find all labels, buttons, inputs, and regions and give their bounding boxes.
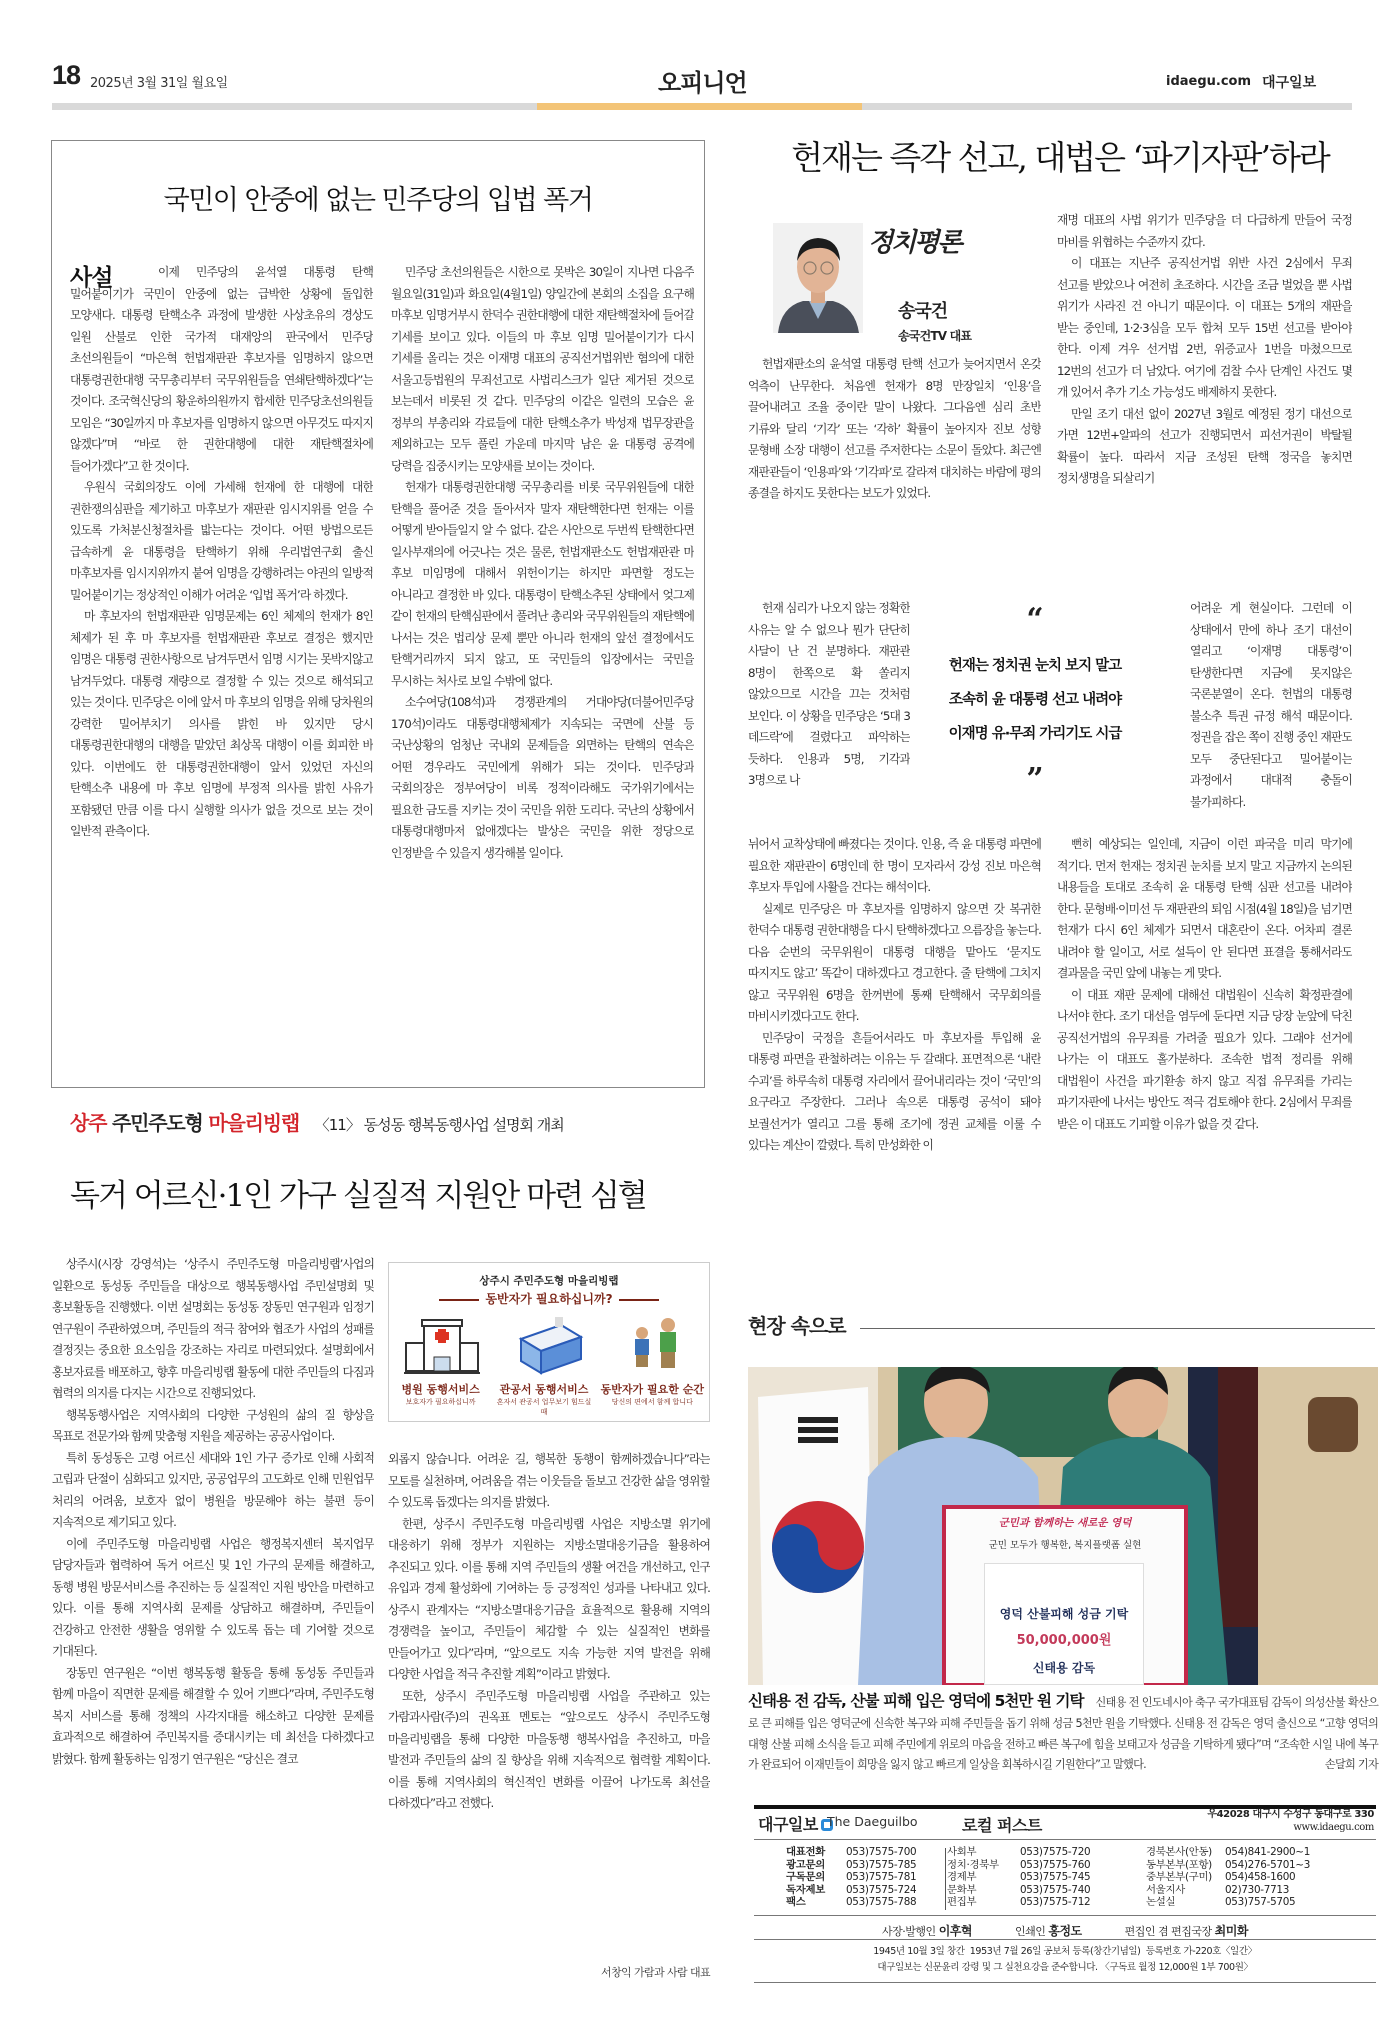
contact-value: 053)7575-740 <box>1020 1883 1091 1896</box>
pull-quote-line: 헌재는 정치권 눈치 보지 말고 <box>948 658 1122 674</box>
contact-value: 053)7575-760 <box>1020 1858 1091 1871</box>
paragraph: 어려운 게 현실이다. 그런데 이 상태에서 만에 하나 조기 대선이 열리고 ‘이재명 대통령’이 탄생한다면 지금에 못지않은 국론분열이 온다. 헌법의 대통령 불소추 특권 규정 해석 때문이다. 정권을 잡은 쪽이 진행 중인 재판도 모두 중단된다고 밀어붙이는 과정에서 대대적 충돌이 불가피하다. <box>1190 601 1352 809</box>
paragraph: 헌재 심리가 나오지 않는 정확한 사유는 알 수 없으나 뭔가 단단히 사달이 난 건 분명하다. 재판관 8명이 한쪽으로 확 쏠리지 않았으므로 시간을 끄는 것처럼 보인다. 이 상황을 민주당은 ‘5대 3 데드락’에 걸렸다고 파악하는 듯하다. 인용과 5명, 기각과 3명으로 나 <box>748 601 910 787</box>
author-name: 송국건 <box>898 301 948 322</box>
editorial-title: 국민이 안중에 없는 민주당의 입법 폭거 <box>163 185 593 216</box>
pull-quote <box>920 602 1150 797</box>
contact-value: 054)458-1600 <box>1225 1871 1296 1884</box>
paragraph: 실제로 민주당은 마 후보자를 임명하지 않으면 갓 복귀한 한덕수 대통령 권한대행을 다시 탄핵하겠다고 으름장을 놓는다. 다음 순번의 국무위원이 대통령 대행을 맡아도 ‘묻지도 따지지도 않고’ 똑같이 대하겠다고 경고한다. 줄 탄핵에 그치지 않고 국무위원 6명을 한꺼번에 통째 탄핵해서 국무회의를 마비시키겠다고도 한다. <box>748 901 1041 1023</box>
paragraph: 상주시(시장 강영석)는 ‘상주시 주민주도형 마을리빙랩’사업의 일환으로 동성동 주민들을 대상으로 행복동행사업 주민설명회 및 홍보활동을 진행했다. 이번 설명회는 동성동 장동민 연구원과 임정기 연구원이 주관하였으며, 주민들의 적극 참여와 협조가 사업의 성패를 결정짓는 중요한 요소임을 강조하는 자리로 마련되었다. 설명회에서 홍보자료를 배포하고, 향후 마을리빙랩 활동에 대한 주민들의 다짐과 협력의 의지를 다지는 시간으로 진행되었다. <box>52 1257 374 1400</box>
infographic-title: 상주시 주민주도형 마을리빙랩 <box>479 1275 619 1287</box>
contact-label: 서울지사 <box>1146 1883 1185 1896</box>
paragraph: 이 대표 재판 문제에 대해선 대법원이 신속히 확정판결에 나서야 한다. 조기 대선을 염두에 둔다면 지금 당장 눈앞에 닥친 공직선거법의 유무죄를 가려줄 필요가 있다. 그래야 선거에 나가는 이 대표도 홀가분하다. 조속한 법적 정리를 위해 대법원이 사건을 파기환송 하지 않고 직접 유무죄를 가리는 파기자판에 나서는 방안도 적극 검토해야 한다. 2심에서 무죄를 받은 이 대표도 기피할 이유가 없을 것 같다. <box>1057 987 1352 1131</box>
scene-section-rule <box>860 1328 1375 1329</box>
contact-value: 02)730-7713 <box>1225 1883 1290 1896</box>
infographic-item-desc: 혼자서 관공서 업무보기 힘드실 때 <box>496 1398 592 1416</box>
column-text-1b <box>748 598 910 834</box>
column-series-name: 정치평론 <box>868 228 961 258</box>
pull-quote-line: 이재명 유·무죄 가리기도 시급 <box>948 726 1122 742</box>
staff-role: 사장·발행인 <box>882 1925 936 1938</box>
registration-text: 1945년 10월 3일 창간 1953년 7월 26일 공보처 등록(창간기념일) 등록번호 가-220호〈일간〉 <box>873 1946 1257 1957</box>
footer-registration <box>754 1944 1376 1976</box>
footer-slogan: 로컬 퍼스트 <box>962 1816 1042 1835</box>
footer-logo <box>758 1812 833 1835</box>
paragraph: 민주당이 국정을 흔들어서라도 마 후보자를 투입해 윤 대통령 파면을 관철하려는 이유는 두 갈래다. 표면적으론 ‘내란 수괴’를 하루속히 대통령 자리에서 끌어내리라는 것이 ‘국민’의 요구라고 주장한다. 그러나 속으론 대통령 공석이 돼야 보궐선거가 열리고 그를 통해 조기에 정권 교체를 이룰 수 있다는 계산이 깔렸다. 특히 만성화한 이 <box>748 1030 1041 1152</box>
contact-value: 053)7575-788 <box>846 1896 917 1909</box>
story-column-1 <box>52 1254 374 2022</box>
author-portrait <box>773 223 863 333</box>
section-title: 오피니언 <box>658 69 747 97</box>
contact-label: 사회부 <box>947 1846 977 1858</box>
board-amount: 50,000,000원 <box>1016 1633 1112 1648</box>
contact-label: 경제부 <box>947 1871 977 1884</box>
caption-headline: 신태용 전 감독, 산불 피해 입은 영덕에 5천만 원 기탁 <box>748 1692 1084 1710</box>
page-number: 18 <box>52 60 81 90</box>
hospital-icon <box>404 1315 480 1377</box>
contacts-left <box>786 1846 936 1909</box>
paragraph: 이에 주민주도형 마을리빙랩 사업은 행정복지센터 복지업무 담당자들과 협력하여 독거 어르신 및 1인 가구의 문제를 해결하고, 동행 병원 방문서비스를 추진하는 등 실질적인 지원 방안을 마련하고 있다. 이를 통해 지역사회 문제를 상담하고 해결하며, 주민들이 건강하고 안전한 생활을 영위할 수 있도록 돕는 데 기여할 것으로 기대된다. <box>52 1536 374 1658</box>
paragraph: 헌법재판소의 윤석열 대통령 탄핵 선고가 늦어지면서 온갖 억측이 난무한다. 처음엔 헌재가 8명 만장일치 ‘인용’을 끌어내려고 조율 중이란 말이 나왔다. 그다음엔 심리 초반 기류와 달리 ‘기각’ 또는 ‘각하’ 확률이 높아지자 진보 성향 문형배 소장 대행이 선고를 주저한다는 소문이 돌았다. 최근엔 재판관들이 ‘인용파’와 ‘기각파’로 갈라져 대치하는 바람에 평의 종결을 하지도 못한다는 보도가 있었다. <box>748 357 1041 500</box>
contact-label: 편집부 <box>947 1896 977 1909</box>
government-office-icon <box>511 1315 587 1377</box>
contact-value: 054)841-2900~1 <box>1225 1846 1311 1858</box>
contact-value: 053)7575-700 <box>846 1846 917 1858</box>
contact-label: 광고문의 <box>786 1858 825 1871</box>
footer-logo-en: The Daeguilbo <box>827 1814 918 1829</box>
column-headline: 헌재는 즉각 선고, 대법은 ‘파기자판’하라 <box>791 138 1329 177</box>
series-subtitle: 〈11〉 동성동 행복동행사업 설명회 개최 <box>314 1116 564 1134</box>
paragraph: 민주당 초선의원들은 시한으로 못박은 30일이 지나면 다음주 월요일(31일)과 화요일(4월1일) 양일간에 본회의 소집을 요구해 마후보 임명거부시 한덕수 권한대행에 대한 재탄핵절차에 들어갈 기세를 보이고 있다. 이들의 마 후보 임명 밀어붙이기가 다시 기세를 올리는 것은 이재명 대표의 공직선거법위반 혐의에 대한 서울고등법원의 무죄선고로 사법리스크가 일단 제거된 것으로 보는데서 비롯된 것 같다. 민주당의 이같은 일련의 모습은 윤 정부의 부총리와 각료들에 대한 탄핵소추가 박성재 법무장관을 제외하고는 모두 풀린 가운데 마지막 남은 윤 대통령 공격에 당력을 집중시키는 모양새를 보이는 것이다. <box>391 265 694 473</box>
paragraph: 재명 대표의 사법 위기가 민주당을 더 다급하게 만들어 국정 마비를 위협하는 수준까지 갔다. <box>1057 213 1352 249</box>
board-title: 영덕 산불피해 성금 기탁 <box>999 1607 1129 1621</box>
contact-label: 중부본부(구미) <box>1146 1871 1212 1884</box>
series-red-1: 상주 <box>70 1111 107 1135</box>
contact-value: 053)757-5705 <box>1225 1896 1296 1909</box>
paragraph: 한편, 상주시 주민주도형 마을리빙랩 사업은 지방소멸 위기에 대응하기 위해 정부가 지원하는 지방소멸대응기금을 활용하여 추진되고 있다. 이를 통해 지역 주민들의 생활 여건을 개선하고, 인구 유입과 경제 활성화에 기여하는 등 긍정적인 성과를 나타내고 있다. 상주시 관계자는 “지방소멸대응기금을 효율적으로 활용해 지역의 경쟁력을 높이고, 주민들이 체감할 수 있는 실질적인 변화를 만들어가고 있다”라며, “앞으로도 지속 가능한 지역 발전을 위해 다양한 사업을 적극 추진할 계획”이라고 밝혔다. <box>388 1516 710 1681</box>
paragraph: 소수여당(108석)과 경쟁관계의 거대야당(더불어민주당 170석)이라도 대통령대행체제가 지속되는 국면에 산불 등 국난상황의 엄청난 국내외 문제들을 외면하는 탄핵의 연속은 어떤 경우라도 국민에게 위해가 되는 것이다. 민주당과 국회의장은 정부여당이 비록 정적이라해도 국가위기에서는 필요한 금도를 지키는 것이 국민을 위한 도리다. 국난의 상황에서 대통령대행마저 없애겠다는 발상은 국민을 위한 정당으로 인정받을 수 있을지 생각해볼 일이다. <box>391 695 694 860</box>
paragraph: 만일 조기 대선 없이 2027년 3월로 예정된 정기 대선으로 가면 12번+알파의 선고가 진행되면서 피선거권이 박탈될 확률이 높다. 따라서 지금 조성된 탄핵 정국을 놓치면 정치생명을 되살리기 <box>1057 406 1352 485</box>
author-photo-illustration <box>773 223 863 333</box>
infographic-item-label: 동반자가 필요한 순간 <box>600 1383 704 1396</box>
infographic-subtitle-row <box>389 1290 709 1307</box>
board-donor: 신태용 감독 <box>1032 1661 1096 1675</box>
contact-label: 구독문의 <box>786 1871 825 1884</box>
footer-rule <box>754 1982 1376 1983</box>
staff-name: 이후혁 <box>938 1924 972 1938</box>
infographic-item-label: 병원 동행서비스 <box>401 1383 480 1396</box>
board-motto: 군민 모두가 행복한, 복지플랫폼 실현 <box>988 1540 1142 1551</box>
paragraph: 우원식 국회의장도 이에 가세해 헌재에 한 대행에 대한 권한쟁의심판을 제기하고 마후보가 재판관 임시지위를 얻을 수 있도록 가처분신청절차를 밟는다는 것이다. 어떤 방법으로든 급속하게 윤 대통령을 탄핵하기 위해 우리법연구회 출신 마후보자를 임시지위까지 붙여 임명을 강행하려는 야권의 일방적 밀어붙이기는 정상적인 이해가 어려운 ‘입법 폭거’라 하겠다. <box>70 480 373 602</box>
contact-value: 053)7575-724 <box>846 1883 917 1896</box>
paragraph: 장동민 연구원은 “이번 행복동행 활동을 통해 동성동 주민들과 함께 마을이 직면한 문제를 해결할 수 있어 기쁘다”라며, 주민주도형 복지 서비스를 통해 정책의 사각지대를 해소하고 다양한 문제를 효과적으로 해결하여 주민복지를 증대시키는 데 최선을 다하겠다고 밝혔다. 함께 활동하는 임정기 연구원은 “당신은 결코 <box>52 1665 374 1766</box>
story-headline: 독거 어르신·1인 가구 실질적 지원안 마련 심혈 <box>70 1178 646 1214</box>
contact-value: 053)7575-781 <box>846 1871 917 1884</box>
contact-value: 053)7575-785 <box>846 1858 917 1871</box>
infographic-item-label: 관공서 동행서비스 <box>499 1383 589 1396</box>
staff-role: 인쇄인 <box>1014 1925 1046 1938</box>
contact-value: 053)7575-720 <box>1020 1846 1091 1858</box>
contact-label: 독자제보 <box>786 1883 825 1896</box>
contacts-mid <box>930 1846 1140 1909</box>
series-heading <box>70 1107 564 1136</box>
close-quote-mark: ” <box>1026 762 1044 797</box>
pull-quote-line: 조속히 윤 대통령 선고 내려야 <box>948 692 1122 708</box>
brand-name: 대구일보 <box>1262 75 1317 91</box>
contact-value: 053)7575-712 <box>1020 1896 1091 1909</box>
donation-photo <box>748 1367 1378 1685</box>
address-text: 우42028 대구시 수성구 동대구로 330 <box>1207 1809 1374 1820</box>
contact-label: 논설실 <box>1146 1896 1176 1909</box>
contact-label: 경북본사(안동) <box>1146 1846 1212 1858</box>
infographic-item-desc: 당신의 편에서 함께 합니다 <box>611 1398 693 1406</box>
paragraph: 헌재가 대통령권한대행 국무총리를 비롯 국무위원들에 대한 탄핵을 풀어준 것을 돌아서자 말자 재탄핵한다면 헌재는 이를 어떻게 받아들일지 알 수 없다. 같은 사안으로 두번씩 탄핵한다면 일사부재의에 어긋나는 것은 물론, 헌법재판소도 헌법재판관 마 후보 미임명에 대해서 위헌이기는 하지만 파면할 정도는 아니라고 결정한 바 있다. 대통령이 탄핵소추된 상태에서 엊그제 같이 헌재의 탄핵심판에서 풀려난 총리와 국무위원들의 재탄핵에 나서는 것은 법리상 문제 뿐만 아니라 헌재의 앞선 결정에서도 탄핵거리까지 되지 않고, 또 국민들의 입장에서는 국민을 무시하는 처사로 보일 수밖에 없다. <box>391 480 694 688</box>
story-column-2 <box>388 1449 710 1999</box>
footer-website[interactable]: www.idaegu.com <box>1293 1822 1374 1833</box>
contact-label: 대표전화 <box>786 1846 825 1858</box>
infographic-subtitle: 동반자가 필요하십니까? <box>485 1292 613 1306</box>
editorial-column-1 <box>70 262 373 1077</box>
contact-label: 팩스 <box>786 1896 806 1909</box>
footer-rule <box>754 1839 1376 1840</box>
footer-rule <box>754 1915 1376 1916</box>
paragraph: 이 대표는 지난주 공직선거법 위반 사건 2심에서 무죄 선고를 받았으나 여전히 초조하다. 시간을 조금 벌었을 뿐 사법 위기가 사라진 건 아니기 때문이다. 이 대표는 5개의 재판을 받는 중인데, 1·2·3심을 모두 합쳐 모두 15번 선고를 받아야 한다. 이제 겨우 선거법 2번, 위증교사 1번을 마쳤으므로 12번의 선고가 더 남았다. 여기에 검찰 수사 단계인 사건도 몇 개 있어서 추가 기소 가능성도 배제하지 못한다. <box>1057 256 1352 399</box>
footer-staff <box>754 1922 1376 1939</box>
site-link[interactable]: idaegu.com <box>1166 74 1252 89</box>
staff-name: 최미화 <box>1214 1924 1248 1938</box>
section-highlight-bar <box>537 103 862 110</box>
column-text-2a <box>1057 210 1352 598</box>
photo-caption <box>748 1691 1378 1776</box>
paragraph: 뻔히 예상되는 일인데, 지금이 이런 파국을 미리 막기에 적기다. 먼저 헌재는 정치권 눈치를 보지 말고 지금까지 논의된 내용들을 토대로 조속히 윤 대통령 탄핵 심판 선고를 내려야 한다. 문형배·이미선 두 재판관의 퇴임 시점(4월 18일)을 넘기면 헌재가 다시 6인 체제가 되면서 대혼란이 온다. 어차피 결론 내려야 할 일이고, 서로 설득이 안 된다면 표결을 통해서라도 결과물을 국민 앞에 내놓는 게 맞다. <box>1057 837 1352 980</box>
story-byline: 서창익 가람과 사람 대표 <box>601 1966 710 1979</box>
infographic-item-desc: 보호자가 필요하십니까 <box>405 1398 476 1406</box>
paragraph: 행복동행사업은 지역사회의 다양한 구성원의 삶의 질 향상을 목표로 전문가와 함께 맞춤형 지원을 제공하는 공공사업이다. <box>52 1407 374 1443</box>
board-slogan: 군민과 함께하는 새로운 영덕 <box>998 1517 1132 1529</box>
footer-rule <box>754 1939 1376 1940</box>
contacts-right <box>1146 1846 1374 1909</box>
footer-address <box>1060 1808 1374 1834</box>
column-text-2c <box>1057 834 1352 1274</box>
editorial-tag: 사설 <box>70 265 113 291</box>
open-quote-mark: “ <box>1026 602 1044 637</box>
paragraph: 특히 동성동은 고령 어르신 세대와 1인 가구 증가로 인해 사회적 고립과 단절이 심화되고 있지만, 공공업무의 고도화로 인해 민원업무 처리의 어려움, 보호자 없이 병원을 방문해야 하는 불편 등이 지속적으로 제기되고 있다. <box>52 1450 374 1529</box>
ethics-text: 대구일보는 신문윤리 강령 및 그 실천요강을 준수합니다. 〈구독료 월정 12,000원 1부 700원〉 <box>877 1962 1253 1973</box>
paragraph: 외롭지 않습니다. 어려운 길, 행복한 동행이 함께하겠습니다”라는 모토를 실천하며, 어려움을 겪는 이웃들을 돌보고 건강한 삶을 영위할 수 있도록 돕겠다는 의지를 밝혔다. <box>388 1452 710 1509</box>
paragraph: 이제 민주당의 윤석열 대통령 탄핵 밀어붙이기가 국민이 안중에 없는 급박한 상황에 돌입한 모양새다. 대통령 탄핵소추 과정에 발생한 사상초유의 경상도 일원 산불로 인한 국가적 대재앙의 판국에서 민주당 초선의원들이 “마은혁 헌법재판관 후보자를 임명하지 않으면 대통령권한대행 국무총리부터 국무위원들을 연쇄탄핵하겠다”는 것이다. 조국혁신당의 황운하의원까지 합세한 민주당초선의원들 모임은 “30일까지 마 후보자를 임명하지 않으면 아무것도 따지지 않겠다”며 “바로 한 권한대행에 대한 재탄핵절차에 들어가겠다”고 한 것이다. <box>70 265 373 473</box>
issue-date: 2025년 3월 31일 월요일 <box>90 76 228 91</box>
infographic <box>388 1262 710 1422</box>
contact-label: 정치·경북부 <box>947 1858 999 1871</box>
companions-icon <box>618 1315 694 1377</box>
paragraph: 마 후보자의 헌법재판관 임명문제는 6인 체제의 헌재가 8인 체제가 된 후 마 후보자를 헌법재판관 후보로 결정은 했지만 임명은 대통령 권한사항으로 남겨두면서 임명 시기는 못박지않고 남겨두었다. 대통령 재량으로 결정할 수 있는 것으로 해석되고 있는 것이다. 민주당은 이에 앞서 마 후보의 임명을 위해 당차원의 강력한 밀어부치기 의사를 밝힌 바 있지만 당시 대통령권한대행의 대행을 맡았던 최상목 대행이 이를 회피한 바 있다. 이번에도 한 대통령권한대행이 앞서 있었던 자신의 탄핵소추 내용에 마 후보 임명에 부정적 의사를 밝힌 사유가 포함됐던 만큼 이를 다시 실행할 의사가 없을 것으로 보는 것이 일반적 관측이다. <box>70 609 373 838</box>
scene-section-title: 현장 속으로 <box>748 1314 846 1338</box>
paragraph: 뉘어서 교착상태에 빠졌다는 것이다. 인용, 즉 윤 대통령 파면에 필요한 재판관이 6명인데 한 명이 모자라서 강성 진보 마은혁 후보자 투입에 사활을 건다는 해석이다. <box>748 837 1041 894</box>
column-text-1a <box>748 354 1041 598</box>
footer-logo-kr: 대구일보 <box>758 1815 818 1834</box>
staff-name: 홍정도 <box>1048 1924 1082 1938</box>
caption-reporter: 손달희 기자 <box>1324 1758 1378 1772</box>
staff-role: 편집인 겸 편집국장 <box>1124 1925 1212 1938</box>
contact-value: 054)276-5701~3 <box>1225 1858 1311 1871</box>
caption-body: 신태용 전 인도네시아 축구 국가대표팀 감독이 의성산불 확산으로 큰 피해를 입은 영덕군에 신속한 복구와 피해 주민들을 돕기 위해 성금 5천만 원을 기탁했다. 신태용 전 감독은 영덕 출신으로 “고향 영덕의 대형 산불 피해 소식을 듣고 피해 주민에게 위로의 마음을 전하고 빠른 복구에 힘을 보태고자 성금을 기탁하게 됐다”며 “조속한 시일 내에 복구가 완료되어 이재민들이 희망을 잃지 않고 빠르게 일상을 회복하시길 기원한다”고 말했다. <box>748 1696 1378 1772</box>
contact-value: 053)7575-745 <box>1020 1871 1091 1884</box>
series-red-2: 마을리빙랩 <box>208 1111 299 1135</box>
column-text-2b <box>1190 598 1352 834</box>
series-black: 주민주도형 <box>112 1111 203 1135</box>
contact-label: 동부본부(포항) <box>1146 1858 1212 1871</box>
paragraph: 또한, 상주시 주민주도형 마을리빙랩 사업을 주관하고 있는 가람과사람(주)의 권옥표 멘토는 “앞으로도 상주시 주민주도형 마을리빙랩을 통해 다양한 마을동행 행복사업을 추진하고, 마을 발전과 주민들의 삶의 질 향상을 위해 지속적으로 협력할 계획이다. 이를 통해 지역사회의 혁신적인 변화를 이끌어 나가도록 최선을 다하겠다”라고 전했다. <box>388 1688 710 1810</box>
editorial-column-2 <box>391 262 694 1077</box>
author-title: 송국건TV 대표 <box>898 329 972 343</box>
column-text-1c <box>748 834 1041 1274</box>
contact-label: 문화부 <box>947 1883 977 1896</box>
